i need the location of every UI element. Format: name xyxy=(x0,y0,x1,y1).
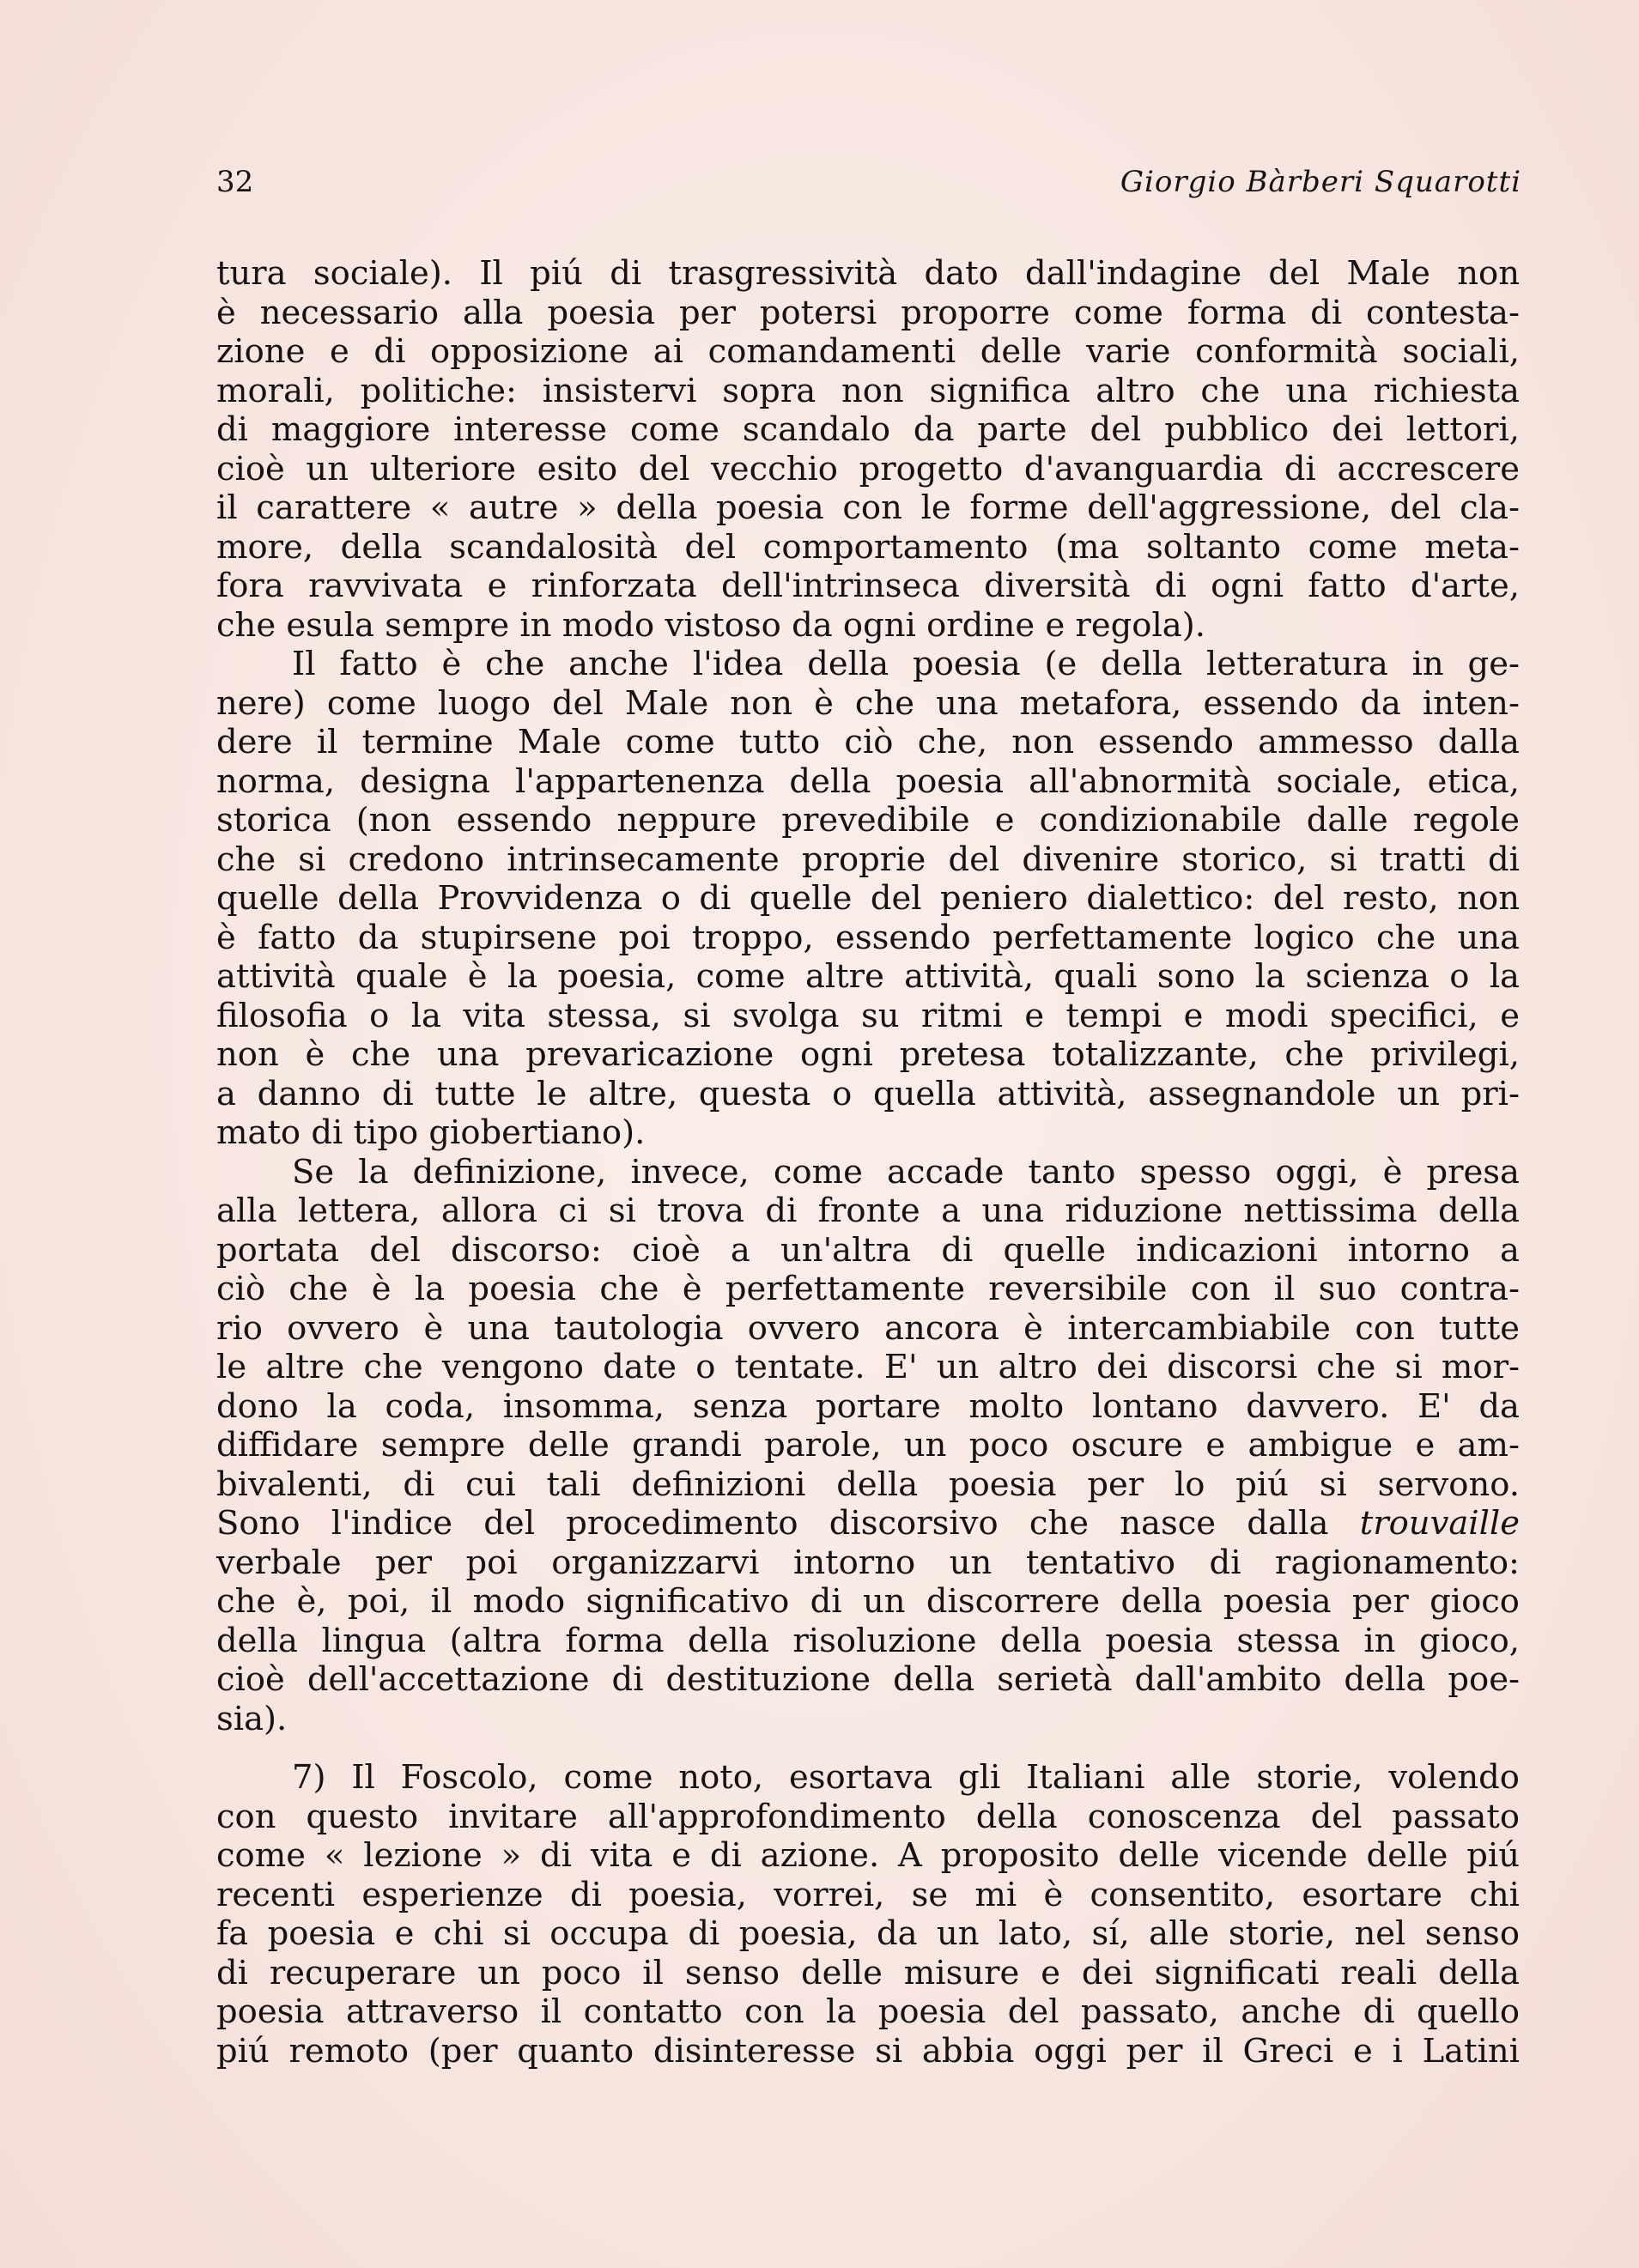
text-line: more, della scandalosità del comportamento (ma soltanto come meta- xyxy=(216,527,1520,567)
text-line: 7) Il Foscolo, come noto, esortava gli Italiani alle storie, volendo xyxy=(292,1758,1520,1797)
paragraph-2 xyxy=(216,645,1520,1153)
paragraph-4 xyxy=(216,1758,1520,2071)
text-line: attività quale è la poesia, come altre attività, quali sono la scienza o la xyxy=(216,957,1520,996)
text-line: di maggiore interesse come scandalo da parte del pubblico dei lettori, xyxy=(216,410,1520,449)
text-line: tura sociale). Il piú di trasgressività dato dall'indagine del Male non xyxy=(216,254,1520,293)
text-line: portata del discorso: cioè a un'altra di quelle indicazioni intorno a xyxy=(216,1230,1520,1270)
text-line: è fatto da stupirsene poi troppo, essendo perfettamente logico che una xyxy=(216,918,1520,957)
text-line: verbale per poi organizzarvi intorno un tentativo di ragionamento: xyxy=(216,1543,1520,1582)
text-line: norma, designa l'appartenenza della poesia all'abnormità sociale, etica, xyxy=(216,761,1520,801)
text-line: è necessario alla poesia per potersi proporre come forma di contesta- xyxy=(216,293,1520,332)
text-line: che è, poi, il modo significativo di un discorrere della poesia per gioco xyxy=(216,1582,1520,1621)
text-line: le altre che vengono date o tentate. E' un altro dei discorsi che si mor- xyxy=(216,1348,1520,1386)
text-line: cioè un ulteriore esito del vecchio progetto d'avanguardia di accrescere xyxy=(216,449,1520,488)
text-line-lead: Sono l'indice del procedimento discorsivo che nasce dalla xyxy=(216,1504,1329,1543)
text-line: bivalenti, di cui tali definizioni della poesia per lo piú si servono. xyxy=(216,1464,1520,1504)
text-line: filosofia o la vita stessa, si svolga su ritmi e tempi e modi specifici, e xyxy=(216,996,1520,1035)
paragraph-1 xyxy=(216,254,1520,645)
text-line: zione e di opposizione ai comandamenti delle varie conformità sociali, xyxy=(216,332,1520,371)
paragraph-3 xyxy=(216,1153,1520,1739)
text-line: il carattere « autre » della poesia con le forme dell'aggressione, del cla- xyxy=(216,488,1520,527)
text-line: fa poesia e chi si occupa di poesia, da un lato, sí, alle storie, nel senso xyxy=(216,1914,1520,1953)
text-line: che esula sempre in modo vistoso da ogni ordine e regola). xyxy=(216,605,1206,645)
section-gap xyxy=(216,1738,1520,1758)
text-line: alla lettera, allora ci si trova di fronte a una riduzione nettissima della xyxy=(216,1192,1520,1230)
text-line: morali, politiche: insistervi sopra non significa altro che una richiesta xyxy=(216,371,1520,410)
text-line: fora ravvivata e rinforzata dell'intrinseca diversità di ogni fatto d'arte, xyxy=(216,567,1520,605)
text-line: Se la definizione, invece, come accade tanto spesso oggi, è presa xyxy=(292,1152,1520,1192)
text-line: diffidare sempre delle grandi parole, un poco oscure e ambigue e am- xyxy=(216,1426,1520,1464)
page-header xyxy=(216,165,1521,208)
text-line: dono la coda, insomma, senza portare molto lontano davvero. E' da xyxy=(216,1386,1520,1426)
running-head-author: Giorgio Bàrberi Squarotti xyxy=(1120,165,1521,199)
text-line: con questo invitare all'approfondimento della conoscenza del passato xyxy=(216,1797,1520,1836)
text-line: di recuperare un poco il senso delle misure e dei significati reali della xyxy=(216,1953,1520,1992)
text-line: come « lezione » di vita e di azione. A proposito delle vicende delle piú xyxy=(216,1836,1520,1875)
text-line: dere il termine Male come tutto ciò che, non essendo ammesso dalla xyxy=(216,723,1520,761)
text-line: mato di tipo giobertiano). xyxy=(216,1113,646,1152)
text-line: a danno di tutte le altre, questa o quella attività, assegnandole un pri- xyxy=(216,1074,1520,1113)
text-line: ciò che è la poesia che è perfettamente reversibile con il suo contra- xyxy=(216,1270,1520,1308)
body-text xyxy=(216,254,1520,2071)
text-line: nere) come luogo del Male non è che una metafora, essendo da inten- xyxy=(216,683,1520,723)
italic-word-trouvaille: trouvaille xyxy=(1359,1504,1520,1543)
text-line: della lingua (altra forma della risoluzione della poesia stessa in gioco, xyxy=(216,1621,1520,1660)
text-line: piú remoto (per quanto disinteresse si abbia oggi per il Greci e i Latini xyxy=(216,2031,1520,2071)
text-line: sia). xyxy=(216,1699,288,1738)
text-line: rio ovvero è una tautologia ovvero ancora è intercambiabile con tutte xyxy=(216,1308,1520,1348)
text-line: non è che una prevaricazione ogni pretesa totalizzante, che privilegi, xyxy=(216,1035,1520,1074)
text-line: storica (non essendo neppure prevedibile e condizionabile dalle regole xyxy=(216,801,1520,840)
text-line-with-italic xyxy=(216,1504,1520,1543)
text-line: che si credono intrinsecamente proprie del divenire storico, si tratti di xyxy=(216,840,1520,879)
text-line: Il fatto è che anche l'idea della poesia (e della letteratura in ge- xyxy=(292,645,1520,683)
text-line: poesia attraverso il contatto con la poesia del passato, anche di quello xyxy=(216,1992,1520,2031)
page-number: 32 xyxy=(216,165,254,199)
text-line: cioè dell'accettazione di destituzione della serietà dall'ambito della poe- xyxy=(216,1660,1520,1699)
text-line: recenti esperienze di poesia, vorrei, se mi è consentito, esortare chi xyxy=(216,1875,1520,1914)
text-line: quelle della Provvidenza o di quelle del peniero dialettico: del resto, non xyxy=(216,879,1520,918)
